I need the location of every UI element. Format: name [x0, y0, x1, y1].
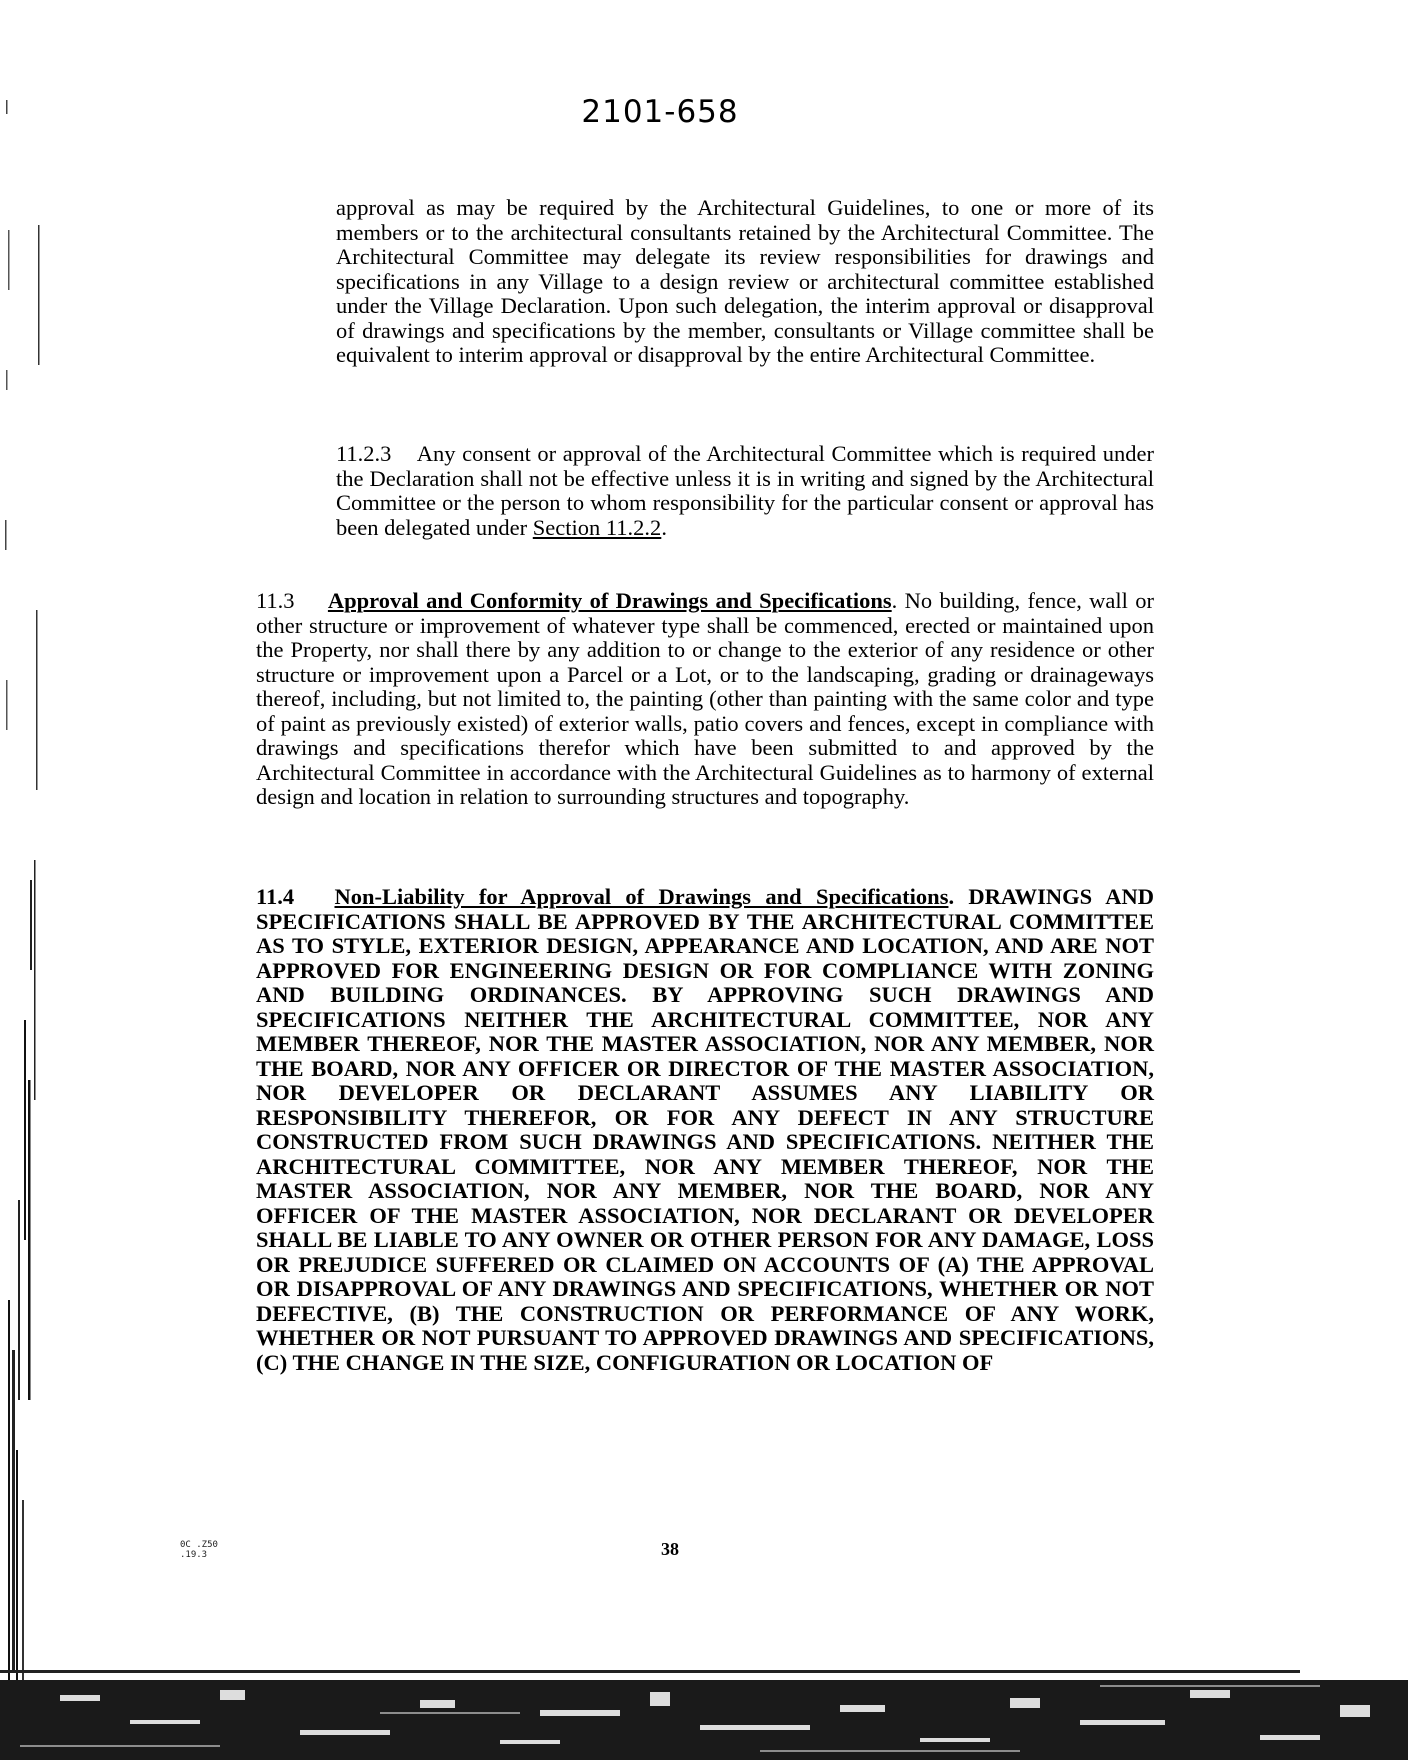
section-11-3 — [256, 589, 1154, 810]
scan-margin-marks — [0, 0, 60, 1760]
section-number: 11.4 — [256, 884, 295, 909]
section-text: . DRAWINGS AND SPECIFICATIONS SHALL BE APPROVED BY THE ARCHITECTURAL COMMITTEE AS TO STYLE, EXTERIOR DESIGN, APPEARANCE AND LOCATION, AND ARE NOT APPROVED FOR ENGINEERING DESIGN OR FOR COMPLIANCE WITH ZONING AND BUILDING ORDINANCES. BY APPROVING SUCH DRAWINGS AND SPECIFICATIONS NEITHER THE ARCHITECTURAL COMMITTEE, NOR ANY MEMBER THEREOF, NOR THE MASTER ASSOCIATION, NOR ANY MEMBER, NOR THE BOARD, NOR ANY OFFICER OR DIRECTOR OF THE MASTER ASSOCIATION, NOR DEVELOPER OR DECLARANT ASSUMES ANY LIABILITY OR RESPONSIBILITY THEREFOR, OR FOR ANY DEFECT IN ANY STRUCTURE CONSTRUCTED FROM SUCH DRAWINGS AND SPECIFICATIONS. NEITHER THE ARCHITECTURAL COMMITTEE, NOR ANY MEMBER THEREOF, NOR THE MASTER ASSOCIATION, NOR ANY MEMBER, NOR THE BOARD, NOR ANY OFFICER OF THE MASTER ASSOCIATION, NOR DECLARANT OR DEVELOPER SHALL BE LIABLE TO ANY OWNER OR OTHER PERSON FOR ANY DAMAGE, LOSS OR PREJUDICE SUFFERED OR CLAIMED ON ACCOUNTS OF (A) THE APPROVAL OR DISAPPROVAL OF ANY DRAWINGS AND SPECIFICATIONS, WHETHER OR NOT DEFECTIVE, (B) THE CONSTRUCTION OR PERFORMANCE OF ANY WORK, WHETHER OR NOT PURSUANT TO APPROVED DRAWINGS AND SPECIFICATIONS, (C) THE CHANGE IN THE SIZE, CONFIGURATION OR LOCATION OF — [256, 884, 1155, 1375]
footer-code-line: .19.3 — [180, 1550, 208, 1560]
section-number: 11.3 — [256, 588, 295, 613]
paragraph-text: approval as may be required by the Architectural Guidelines, to one or more of its members or to the architectural consultants retained by the Architectural Committee. The Architectural Committee may delegate its review responsibilities for drawings and specifications in any Village to a design review or architectural committee established under the Village Declaration. Upon such delegation, the interim approval or disapproval of drawings and specifications by the member, consultants or Village committee shall be equivalent to interim approval or disapproval by the entire Architectural Committee. — [336, 195, 1154, 367]
section-text: Any consent or approval of the Architectural Committee which is required under the Declaration shall not be effective unless it is in writing and signed by the Architectural Committee or the person to whom responsibility for the particular consent or approval has been delegated under — [336, 441, 1154, 540]
section-heading: Approval and Conformity of Drawings and Specifications — [327, 588, 892, 613]
section-11-2-3 — [336, 442, 1154, 540]
document-number: 2101-658 — [581, 94, 739, 130]
scan-noise-strip — [0, 1650, 1408, 1760]
section-text: . No building, fence, wall or other structure or improvement of whatever type shall be commenced, erected or maintained upon the Property, nor shall there by any addition to or change to the exterior of any residence or other structure or improvement upon a Parcel or a Lot, or to the landscaping, grading or drainageways thereof, including, but not limited to, the painting (other than painting with the same color and type of paint as previously existed) of exterior walls, patio covers and fences, except in compliance with drawings and specifications therefor which have been submitted to and approved by the Architectural Committee in accordance with the Architectural Guidelines as to harmony of external design and location in relation to surrounding structures and topography. — [256, 588, 1155, 809]
footer-code — [180, 1540, 240, 1560]
footer-code-line: 0C .Z50 — [180, 1540, 218, 1550]
page-number: 38 — [661, 1539, 679, 1559]
section-text-end: . — [661, 514, 667, 540]
section-heading: Non-Liability for Approval of Drawings and Specifications — [334, 884, 949, 909]
section-number: 11.2.3 — [336, 441, 392, 466]
section-cross-reference: Section 11.2.2 — [532, 514, 662, 540]
paragraph-continuation — [336, 196, 1154, 368]
section-11-4 — [256, 885, 1154, 1375]
